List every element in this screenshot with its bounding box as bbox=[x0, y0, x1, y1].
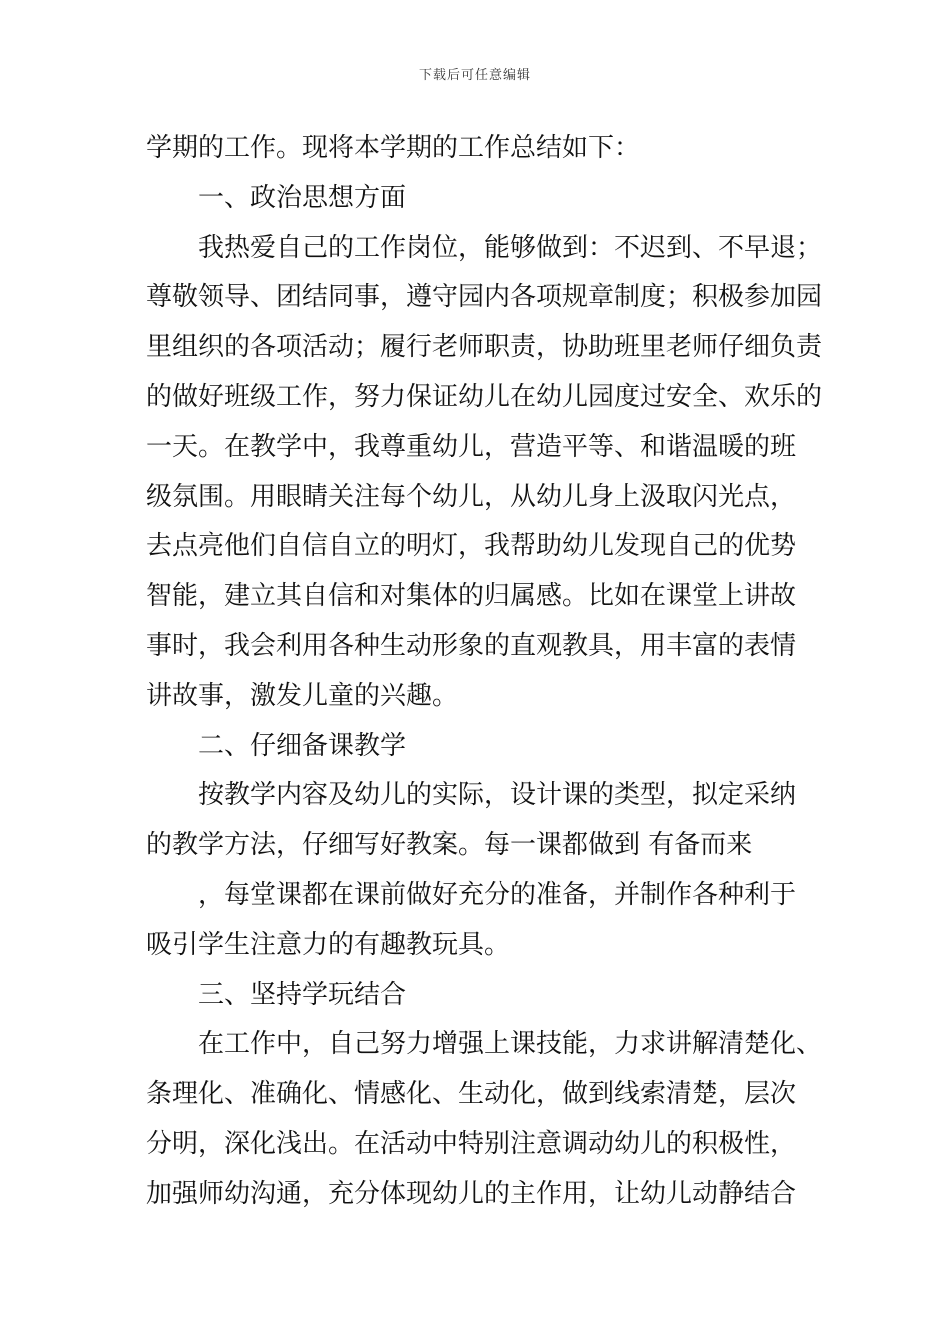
text-line: 吸引学生注意力的有趣教玩具。 bbox=[146, 929, 511, 960]
text-line: 尊敬领导、团结同事，遵守园内各项规章制度；积极参加园 bbox=[146, 282, 823, 313]
text-line: 按教学内容及幼儿的实际，设计课的类型，拟定采纳 bbox=[198, 780, 797, 811]
text-line: 一天。在教学中，我尊重幼儿，营造平等、和谐温暖的班 bbox=[146, 431, 797, 462]
text-line: 的做好班级工作，努力保证幼儿在幼儿园度过安全、欢乐的 bbox=[146, 381, 823, 412]
text-line: 事时，我会利用各种生动形象的直观教具，用丰富的表情 bbox=[146, 630, 797, 661]
text-line: 分明，深化浅出。在活动中特别注意调动幼儿的积极性， bbox=[146, 1128, 797, 1159]
header-note: 下载后可任意编辑 bbox=[418, 68, 531, 83]
text-line: 级氛围。用眼睛关注每个幼儿，从幼儿身上汲取闪光点， bbox=[146, 481, 797, 512]
text-line: 的教学方法，仔细写好教案。每一课都做到 有备而来 bbox=[146, 830, 753, 861]
text-line: 里组织的各项活动；履行老师职责，协助班里老师仔细负责 bbox=[146, 332, 823, 363]
text-line: 学期的工作。现将本学期的工作总结如下： bbox=[146, 133, 641, 163]
text-line: 我热爱自己的工作岗位，能够做到：不迟到、不早退； bbox=[198, 232, 823, 263]
section-heading: 一、政治思想方面 bbox=[198, 182, 407, 213]
text-line: 条理化、准确化、情感化、生动化，做到线索清楚，层次 bbox=[146, 1079, 797, 1110]
section-heading: 二、仔细备课教学 bbox=[198, 730, 407, 761]
text-line: ，每堂课都在课前做好充分的准备，并制作各种利于 bbox=[198, 879, 797, 910]
text-line: 智能，建立其自信和对集体的归属感。比如在课堂上讲故 bbox=[146, 581, 797, 612]
text-line: 加强师幼沟通，充分体现幼儿的主作用，让幼儿动静结合 bbox=[146, 1178, 797, 1209]
body-text bbox=[146, 124, 826, 1220]
text-line: 讲故事，激发儿童的兴趣。 bbox=[146, 680, 459, 711]
text-line: 去点亮他们自信自立的明灯，我帮助幼儿发现自己的优势 bbox=[146, 531, 797, 562]
section-heading: 三、坚持学玩结合 bbox=[198, 979, 407, 1010]
text-line: 在工作中，自己努力增强上课技能，力求讲解清楚化、 bbox=[198, 1029, 823, 1060]
